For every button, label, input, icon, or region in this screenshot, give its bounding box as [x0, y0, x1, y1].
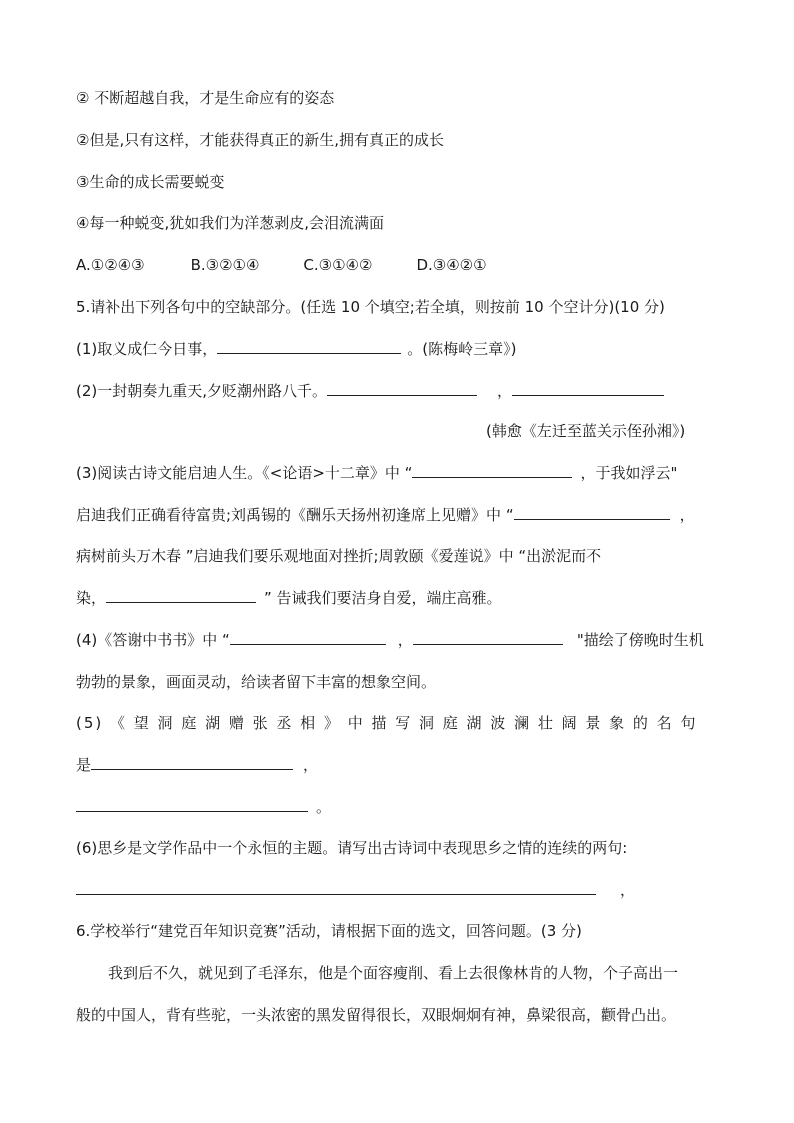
q5-part-3-line-4 — [76, 588, 502, 608]
sentence-1: ② 不断超越自我，才是生命应有的姿态 — [76, 89, 335, 107]
q5-p4-text: "描绘了傍晚时生机 — [576, 631, 704, 649]
q5-p2-comma: ， — [497, 382, 513, 400]
q5-p3-comma: ， — [679, 506, 695, 524]
q5-p5-comma: ， — [303, 756, 319, 774]
answer-blank[interactable] — [327, 381, 477, 396]
q5-p5-text: 是 — [76, 756, 92, 774]
q5-p1-text: (1)取义成仁今日事， — [76, 340, 218, 358]
q5-part-5-line-1: (5) 《 望 洞 庭 湖 赠 张 丞 相 》 中 描 写 洞 庭 湖 波 澜 壮 阔 景 象 的 名 句 — [76, 714, 698, 732]
sentence-2: ②但是,只有这样，才能获得真正的新生,拥有真正的成长 — [76, 131, 444, 149]
q5-part-1 — [76, 339, 516, 359]
q5-part-5-line-3 — [76, 797, 331, 817]
answer-blank[interactable] — [413, 630, 563, 645]
q5-p3-text: ，于我如浮云" — [580, 464, 678, 482]
option-b: B.③②①④ — [190, 256, 260, 274]
q5-p5-period: 。 — [316, 798, 332, 816]
answer-blank[interactable] — [217, 339, 401, 354]
q5-p4-text: (4)《答谢中书书》中 “ — [76, 631, 230, 649]
question-6-title: 6.学校举行“建党百年知识竞赛”活动，请根据下面的选文，回答问题。(3 分) — [76, 922, 582, 940]
q5-part-2 — [76, 381, 664, 401]
answer-blank[interactable] — [106, 588, 256, 603]
option-d: D.③④②① — [416, 256, 487, 274]
q5-p2-text: (2)一封朝奏九重天,夕贬潮州路八千。 — [76, 382, 328, 400]
q5-p3-text: (3)阅读古诗文能启迪人生。《<论语>十二章》中 “ — [76, 464, 413, 482]
question-5-title: 5.请补出下列各句中的空缺部分。(任选 10 个填空;若全填，则按前 10 个空计分)(10 分) — [76, 298, 665, 316]
option-c: C.③①④② — [303, 256, 373, 274]
answer-blank[interactable] — [412, 463, 572, 478]
q5-part-4-line-1 — [76, 630, 704, 650]
sentence-3: ③生命的成长需要蜕变 — [76, 173, 225, 191]
q5-p3-text: 染， — [76, 589, 107, 607]
q5-p3-text: ” 告诫我们要洁身自爱，端庄高雅。 — [264, 589, 502, 607]
answer-blank[interactable] — [91, 755, 293, 770]
answer-blank[interactable] — [76, 880, 596, 895]
sentence-4: ④每一种蜕变,犹如我们为洋葱剥皮,会泪流满面 — [76, 214, 384, 232]
passage-line-1: 我到后不久，就见到了毛泽东，他是个面容瘦削、看上去很像林肯的人物，个子高出一 — [108, 964, 679, 982]
answer-blank[interactable] — [230, 630, 386, 645]
q5-part-5-line-2 — [76, 755, 318, 775]
q5-p4-comma: ， — [397, 631, 413, 649]
q5-part-6-line-2 — [76, 880, 635, 900]
q5-part-6-line-1: (6)思乡是文学作品中一个永恒的主题。请写出古诗词中表现思乡之情的连续的两句: — [76, 839, 628, 857]
q5-p6-comma: ， — [620, 881, 636, 899]
option-a: A.①②④③ — [76, 256, 145, 274]
answer-options — [76, 255, 487, 275]
q5-p1-source: 。(陈梅岭三章》) — [407, 340, 517, 358]
q5-part-3-line-2 — [76, 505, 695, 525]
answer-blank[interactable] — [512, 381, 664, 396]
q5-part-3-line-1 — [76, 463, 677, 483]
q5-part-4-line-2: 勃勃的景象，画面灵动，给读者留下丰富的想象空间。 — [76, 673, 437, 691]
answer-blank[interactable] — [76, 797, 308, 812]
passage-line-2: 般的中国人，背有些驼，一头浓密的黑发留得很长，双眼炯炯有神，鼻梁很高，颧骨凸出。 — [76, 1006, 677, 1024]
answer-blank[interactable] — [514, 505, 670, 520]
q5-p3-text: 启迪我们正确看待富贵;刘禹锡的《酬乐天扬州初逢席上见赠》中 “ — [76, 506, 514, 524]
q5-part-3-line-3: 病树前头万木春 ”启迪我们要乐观地面对挫折;周敦颐《爱莲说》中 “出淤泥而不 — [76, 547, 602, 565]
q5-p2-source: (韩愈《左迁至蓝关示侄孙湘》) — [486, 422, 686, 440]
